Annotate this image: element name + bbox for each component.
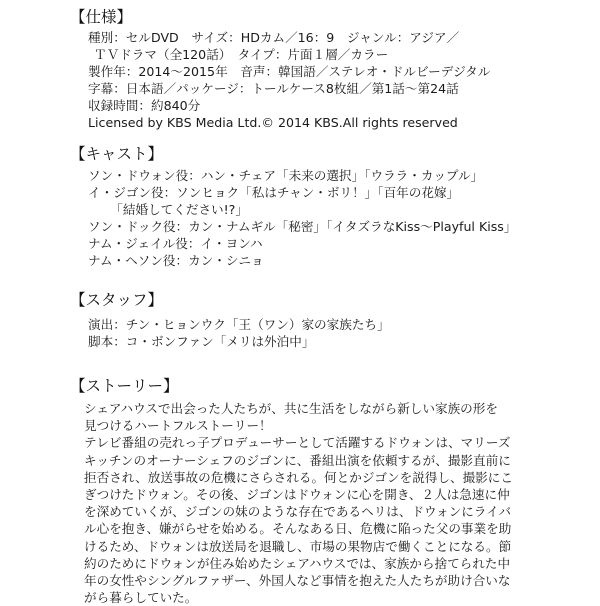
story-line: 拒否され、放送事故の危機にさらされる。何とかジゴンを説得し、撮影にこ xyxy=(84,469,513,485)
spec-line: 製作年：2014～2015年 音声：韓国語／ステレオ・ドルビーデジタル xyxy=(88,64,491,79)
cast-line: ナム・ヘソン役：カン・シニョ xyxy=(88,253,264,268)
story-line: 年の女性やシングルファザー、外国人など事情を抱えた人たちが助け合いな xyxy=(84,573,511,589)
story-line: キッチンのオーナーシェフのジゴンに、番組出演を依頼するが、撮影直前に xyxy=(84,452,511,468)
story-body xyxy=(84,400,554,606)
license-line: Licensed by KBS Media Ltd.© 2014 KBS.All rights reserved xyxy=(88,115,458,130)
story-line: ル心を抱き、嫌がらせを始める。そんなある日、危機に陥った父の事業を助 xyxy=(84,521,512,537)
cast-line: ソン・ドウォン役：ハン・チェア「未来の選択」「ウララ・カップル」 xyxy=(88,168,484,183)
story-line: 見つけるハートフルストーリー！ xyxy=(84,418,272,434)
spec-line: 収録時間：約840分 xyxy=(88,98,201,113)
story-heading: 【ストーリー】 xyxy=(70,377,179,395)
cast-line: イ・ジゴン役：ソンヒョク「私はチャン・ボリ！」「百年の花嫁」 xyxy=(88,185,460,200)
cast-line: ナム・ジェイル役：イ・ヨンハ xyxy=(88,236,263,251)
story-line: 約のためにドウォンが住み始めたシェアハウスでは、家族から捨てられた中 xyxy=(84,555,511,571)
staff-heading: 【スタッフ】 xyxy=(70,291,164,309)
spec-heading: 【仕様】 xyxy=(70,8,133,26)
story-line: がら暮らしていた。 xyxy=(84,590,198,606)
story-line: シェアハウスで出会った人たちが、共に生活をしながら新しい家族の形を xyxy=(84,401,498,416)
story-line: ぎつけたドウォン。その後、ジゴンはドウォンに心を開き、２人は急速に仲 xyxy=(84,487,510,503)
cast-heading: 【キャスト】 xyxy=(70,145,164,163)
spec-line: 種別：セルDVD サイズ：HDカム／16：9 ジャンル：アジア／ xyxy=(88,30,460,45)
cast-line: 「結婚してください!?」 xyxy=(104,202,248,217)
cast-line: ソン・ドック役：カン・ナムギル「秘密」「イタズラなKiss～Playful Kiss」 xyxy=(88,219,517,234)
story-line: テレビ番組の売れっ子プロデューサーとして活躍するドウォンは、マリーズ xyxy=(84,435,511,451)
spec-line: ＴＶドラマ（全120話） タイプ：片面１層／カラー xyxy=(94,47,389,62)
spec-line: 字幕：日本語／パッケージ：トールケース8枚組／第1話～第24話 xyxy=(88,81,459,96)
story-line: けるため、ドウォンは放送局を退職し、市場の果物店で働くことになる。節 xyxy=(84,538,512,554)
staff-line: 演出：チン・ヒョンウク「王（ワン）家の家族たち」 xyxy=(88,317,390,332)
story-line: を深めていくが、ジゴンの妹のような存在であるヘリは、ドウォンにライバ xyxy=(84,504,512,520)
staff-line: 脚本：コ・ボンファン「メリは外泊中」 xyxy=(88,334,315,349)
